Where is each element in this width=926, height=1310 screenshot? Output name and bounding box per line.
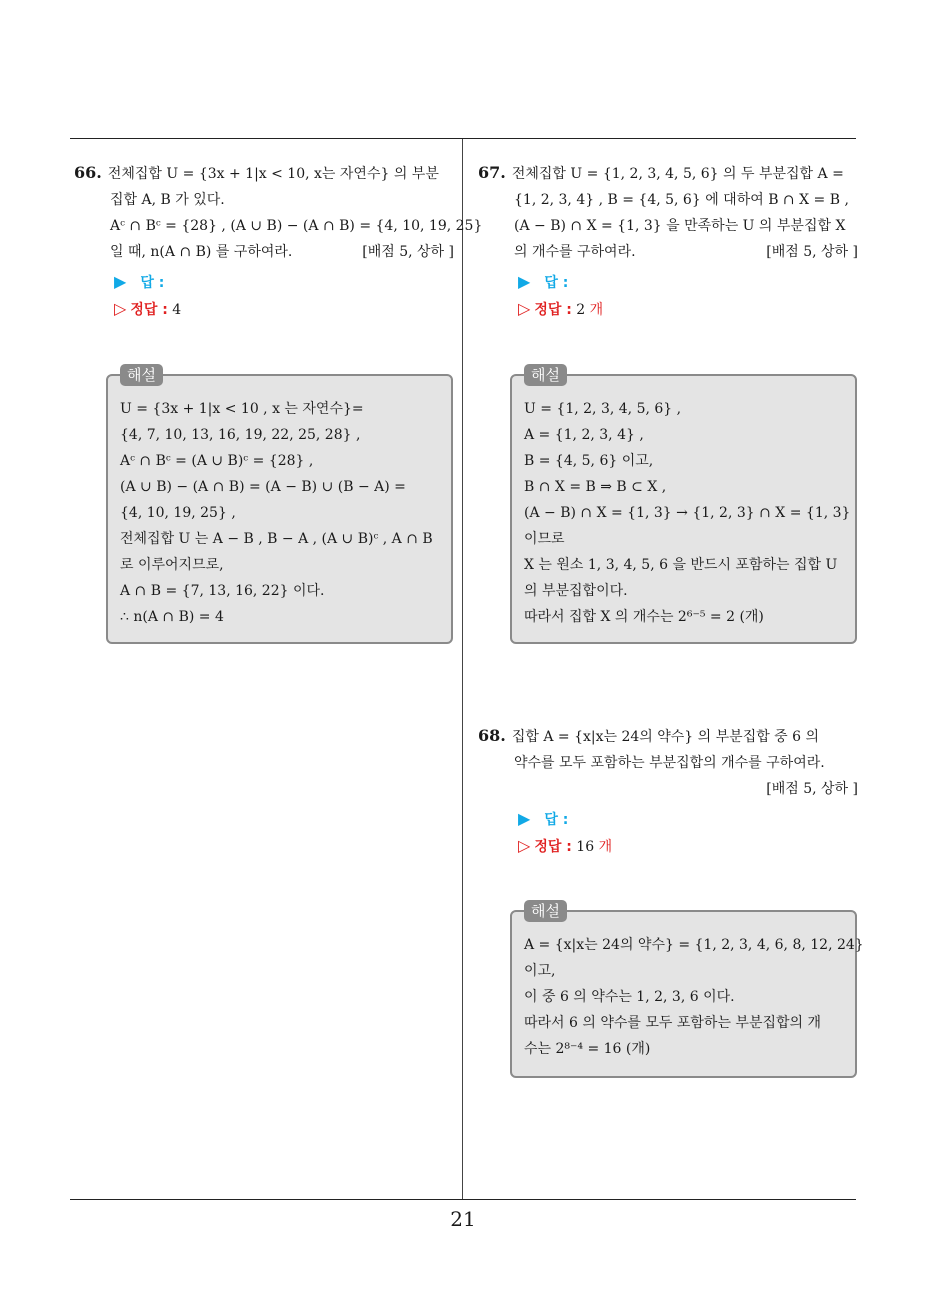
solution-line: (A ∪ B) − (A ∩ B) = (A − B) ∪ (B − A) =: [120, 479, 406, 495]
problem-text-line: (A − B) ∩ X = {1, 3} 을 만족하는 U 의 부분집합 X: [514, 218, 846, 234]
play-triangle-icon: ▶: [114, 272, 127, 291]
problem-text-line: 전체집합 U = {3x + 1|x < 10, x는 자연수} 의 부분: [107, 166, 439, 182]
correct-answer-value: 16: [576, 839, 595, 855]
problem-text-line: 전체집합 U = {1, 2, 3, 4, 5, 6} 의 두 부분집합 A =: [511, 166, 844, 182]
solution-line: A = {1, 2, 3, 4} ,: [524, 427, 644, 443]
solution-box-67: [510, 366, 857, 644]
solution-line: ∴ n(A ∩ B) = 4: [120, 609, 224, 625]
problem-text-line: 일 때, n(A ∩ B) 를 구하여라.: [110, 244, 293, 260]
problem-number: 66.: [74, 163, 102, 182]
problem-text-line: 집합 A, B 가 있다.: [110, 192, 225, 208]
correct-answer-row: [478, 296, 858, 323]
solution-line: U = {3x + 1|x < 10 , x 는 자연수}=: [120, 401, 364, 417]
solution-box-66: [106, 366, 453, 644]
problem-text-line: 약수를 모두 포함하는 부분집합의 개수를 구하여라.: [514, 755, 825, 771]
solution-line: 수는 2⁸⁻⁴ = 16 (개): [524, 1041, 651, 1057]
answer-row: [74, 269, 454, 296]
problem-text-line: 의 개수를 구하여라.: [514, 244, 636, 260]
problem-68: [478, 723, 858, 860]
problem-text-line: 집합 A = {x|x는 24의 약수} 의 부분집합 중 6 의: [511, 729, 820, 745]
correct-answer-value: 2: [576, 302, 586, 318]
solution-line: (A − B) ∩ X = {1, 3} → {1, 2, 3} ∩ X = {1, 3}: [524, 505, 851, 521]
play-triangle-icon: ▶: [518, 272, 531, 291]
correct-answer-label: 정답 :: [534, 302, 572, 318]
solution-line: A ∩ B = {7, 13, 16, 22} 이다.: [120, 583, 325, 599]
points-label: [배점 5, 상하 ]: [766, 244, 858, 260]
solution-line: A = {x|x는 24의 약수} = {1, 2, 3, 4, 6, 8, 12, 24}: [524, 937, 864, 953]
column-divider: [462, 139, 463, 1199]
problem-text-line: Aᶜ ∩ Bᶜ = {28} , (A ∪ B) − (A ∩ B) = {4, 10, 19, 25}: [110, 218, 483, 234]
problem-number: 68.: [478, 726, 506, 745]
play-triangle-icon: ▶: [518, 809, 531, 828]
solution-tag: 해설: [524, 900, 567, 922]
solution-line: {4, 10, 19, 25} ,: [120, 505, 236, 521]
solution-line: U = {1, 2, 3, 4, 5, 6} ,: [524, 401, 682, 417]
outline-triangle-icon: ▷: [518, 836, 531, 855]
points-label: [배점 5, 상하 ]: [766, 781, 858, 797]
points-label: [배점 5, 상하 ]: [362, 244, 454, 260]
correct-answer-label: 정답 :: [130, 302, 168, 318]
outline-triangle-icon: ▷: [518, 299, 531, 318]
solution-line: 이므로: [524, 531, 565, 547]
solution-line: 전체집합 U 는 A − B , B − A , (A ∪ B)ᶜ , A ∩ B: [120, 531, 433, 547]
top-rule: [70, 138, 856, 139]
solution-line: 따라서 6 의 약수를 모두 포함하는 부분집합의 개: [524, 1015, 822, 1031]
answer-row: [478, 269, 858, 296]
correct-answer-unit: 개: [598, 839, 613, 855]
solution-tag: 해설: [524, 364, 567, 386]
correct-answer-row: [478, 833, 858, 860]
solution-line: Aᶜ ∩ Bᶜ = (A ∪ B)ᶜ = {28} ,: [120, 453, 314, 469]
answer-label: 답 :: [544, 275, 569, 291]
solution-line: B ∩ X = B ⇒ B ⊂ X ,: [524, 479, 667, 495]
correct-answer-label: 정답 :: [534, 839, 572, 855]
correct-answer-value: 4: [172, 302, 182, 318]
problem-number: 67.: [478, 163, 506, 182]
solution-line: {4, 7, 10, 13, 16, 19, 22, 25, 28} ,: [120, 427, 361, 443]
solution-line: 로 이루어지므로,: [120, 557, 224, 573]
solution-line: B = {4, 5, 6} 이고,: [524, 453, 654, 469]
answer-row: [478, 806, 858, 833]
outline-triangle-icon: ▷: [114, 299, 127, 318]
correct-answer-unit: 개: [589, 302, 604, 318]
answer-label: 답 :: [140, 275, 165, 291]
problem-66: [74, 160, 483, 323]
problem-text-line: {1, 2, 3, 4} , B = {4, 5, 6} 에 대하여 B ∩ X = B ,: [514, 192, 849, 208]
solution-line: 따라서 집합 X 의 개수는 2⁶⁻⁵ = 2 (개): [524, 609, 764, 625]
correct-answer-row: [74, 296, 454, 323]
solution-line: 이고,: [524, 963, 556, 979]
solution-line: 의 부분집합이다.: [524, 583, 628, 599]
solution-line: X 는 원소 1, 3, 4, 5, 6 을 반드시 포함하는 집합 U: [524, 557, 838, 573]
solution-box-68: [510, 902, 864, 1078]
problem-67: [478, 160, 858, 323]
solution-tag: 해설: [120, 364, 163, 386]
solution-line: 이 중 6 의 약수는 1, 2, 3, 6 이다.: [524, 989, 735, 1005]
page-number: 21: [450, 1207, 476, 1231]
answer-label: 답 :: [544, 812, 569, 828]
bottom-rule: [70, 1199, 856, 1200]
